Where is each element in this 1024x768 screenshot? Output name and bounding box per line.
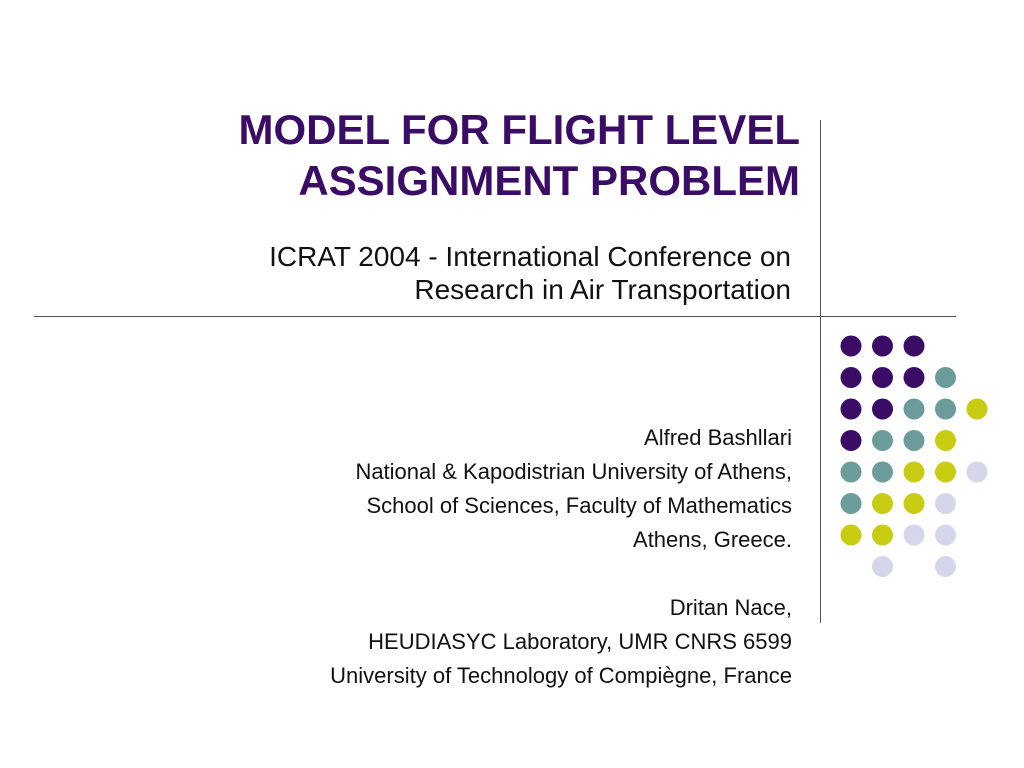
vertical-divider [820, 120, 821, 623]
decorative-dot [872, 556, 893, 577]
decorative-dot [872, 430, 893, 451]
decorative-dot [935, 399, 956, 420]
decorative-dot [841, 399, 862, 420]
author1-name: Alfred Bashllari [644, 425, 792, 450]
decorative-dot [872, 525, 893, 546]
decorative-dot [841, 367, 862, 388]
author2-name: Dritan Nace, [669, 595, 792, 620]
author2-affiliation-1: HEUDIASYC Laboratory, UMR CNRS 6599 [368, 629, 792, 654]
decorative-dot [841, 525, 862, 546]
decorative-dot [872, 367, 893, 388]
subtitle-line-2: Research in Air Transportation [414, 274, 791, 305]
author2-affiliation-2: University of Technology of Compiègne, France [330, 663, 792, 688]
horizontal-divider [34, 316, 956, 317]
decorative-dot [904, 430, 925, 451]
decorative-dot [935, 462, 956, 483]
decorative-dot [904, 462, 925, 483]
decorative-dot [967, 462, 988, 483]
authors-block [72, 421, 792, 693]
decorative-dot [904, 399, 925, 420]
decorative-dot [904, 367, 925, 388]
title-line-2: ASSIGNMENT PROBLEM [298, 157, 800, 204]
decorative-dot [872, 336, 893, 357]
decorative-dot [841, 336, 862, 357]
decorative-dot [904, 525, 925, 546]
decorative-dot [935, 367, 956, 388]
decorative-dot [872, 493, 893, 514]
decorative-dot [872, 462, 893, 483]
subtitle-line-1: ICRAT 2004 - International Conference on [269, 241, 791, 272]
decorative-dot [841, 430, 862, 451]
decorative-dot [935, 493, 956, 514]
author1-location: Athens, Greece. [633, 527, 792, 552]
decorative-dot [967, 399, 988, 420]
decorative-dot [904, 493, 925, 514]
decorative-dot [872, 399, 893, 420]
decorative-dot [935, 556, 956, 577]
decorative-dot [904, 336, 925, 357]
title-line-1: MODEL FOR FLIGHT LEVEL [238, 106, 800, 153]
decorative-dot [841, 493, 862, 514]
decorative-dot [935, 525, 956, 546]
author1-affiliation-2: School of Sciences, Faculty of Mathematics [366, 493, 792, 518]
author1-affiliation-1: National & Kapodistrian University of Athens, [355, 459, 792, 484]
slide-title [100, 104, 800, 206]
authors-spacer [72, 557, 792, 591]
slide-subtitle [71, 240, 791, 306]
decorative-dot [841, 462, 862, 483]
decorative-dot [935, 430, 956, 451]
